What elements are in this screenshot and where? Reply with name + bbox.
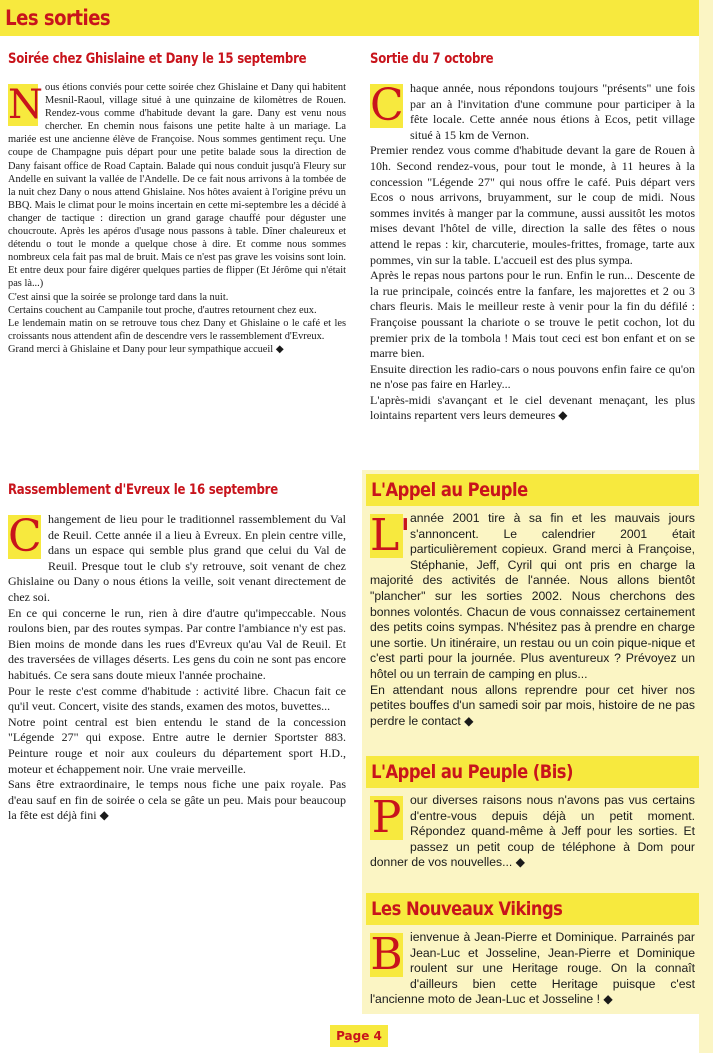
paragraph: haque année, nous répondons toujours "présents" une fois par an à l'invitation d'une commune pour participer à la fête locale. Cette année nous étions à Ecos, petit village situé à 15 km de Vernon. <box>410 81 695 142</box>
dropcap: P <box>371 792 402 843</box>
paragraph: année 2001 tire à sa fin et les mauvais jours s'annoncent. Le calendrier 2001 était particulièrement copieux. Grand merci à Françoise, Stéphanie, Jeff, Cyril qui ont pris en charge la majorité des activités de l'année. Nous allons bientôt "plancher" sur les sorties 2002. Nous cherchons des bonnes volontés. Chacun de vous connaissez certainement des petits coins sympas. N'hésitez pas à prendre en charge une sortie. Un itinéraire, un restau ou un coin pique-nique et c'est parti pour la journée. Plus aventureux ? Prévoyez un hôtel ou un terrain de camping en plus... <box>370 511 695 681</box>
dropcap: C <box>370 80 404 131</box>
paragraph: hangement de lieu pour le traditionnel rassemblement du Val de Reuil. Cette année il a lieu à Evreux. En plein centre ville, dans un espace qui semble plus grand que celui du Val de Reuil. Presque tout le club s'y retrouve, soit venant de chez Ghislaine ou Dany o nous étions la veille, soit venant directement de chez soi. <box>8 512 346 604</box>
paragraph: Ensuite direction les radio-cars o nous pouvons enfin faire ce qu'on ne n'ose pas faire en Harley... <box>370 361 695 392</box>
section-title: Les Nouveaux Vikings <box>371 898 563 920</box>
article-vikings <box>370 930 695 1008</box>
page-number: Page 4 <box>330 1025 388 1047</box>
paragraph: Certains couchent au Campanile tout proche, d'autres retournent chez eux. <box>8 304 317 316</box>
dropcap: L' <box>370 510 412 561</box>
paragraph: C'est ainsi que la soirée se prolonge tard dans la nuit. <box>8 291 229 303</box>
article-title-soiree: Soirée chez Ghislaine et Dany le 15 septembre <box>8 51 307 67</box>
article-appel <box>370 511 695 729</box>
paragraph: Après le repas nous partons pour le run. Enfin le run... Descente de la rue principale, coincés entre la fanfare, les majorettes et 2 ou 3 chars fleuris. Mais le meilleur reste à venir pour la fin du défilé : Françoise poussant la chariote o se trouve le petit cochon, lot du premier prix de la tombola ! Mais tout ceci est bon enfant et on se marre bien. <box>370 268 695 361</box>
section-title: L'Appel au Peuple (Bis) <box>371 761 573 783</box>
section-header-appel-bis <box>366 756 699 788</box>
paragraph: L'après-midi s'avançant et le ciel devenant menaçant, les plus lointains repartent vers leurs demeures ◆ <box>370 392 695 423</box>
paragraph: Pour le reste c'est comme d'habitude : activité libre. Chacun fait ce qu'il veut. Concert, visite des stands, examen des motos, buvettes... <box>8 683 346 714</box>
paragraph: ienvenue à Jean-Pierre et Dominique. Parrainés par Jean-Luc et Josseline, Jean-Pierre et Dominique roulent sur une Heritage rouge. On la connaît d'ailleurs bien cette Heritage puisque c'est l'ancienne moto de Jean-Luc et Josseline ! ◆ <box>370 930 695 1007</box>
right-margin-strip <box>699 0 713 1053</box>
paragraph: Le lendemain matin on se retrouve tous chez Dany et Ghislaine o le café et les croissants nous attendent afin de descendre vers le rassemblement d'Evreux. <box>8 317 346 342</box>
paragraph: En ce qui concerne le run, rien à dire d'autre qu'impeccable. Nous roulons bien, par des routes sympas. Par contre l'ambiance n'y est pas. Bien moins de monde dans les rues d'Evreux qu'au Val de Reuil. Et des traversées de villages déserts. Les gens du coin ne sont pas encore habitués. Ce sera sans doute mieux l'année prochaine. <box>8 605 346 682</box>
dropcap: B <box>370 929 403 980</box>
dropcap: C <box>8 511 42 562</box>
paragraph: Premier rendez vous comme d'habitude devant la gare de Rouen à 10h. Second rendez-vous, pour tout le monde, à 11 heures à la concession "Légende 27" qui nous offre le café. Puis départ vers Ecos o nous arrivons, bruyamment, sur le coup de midi. Nous sommes invités à manger par la commune, aussi aussitôt les motos mises devant l'hôtel de ville, direction la salle des fêtes o nous attend le repas : kir, charcuterie, moules-frittes, fromage, tarte aux pommes, vin sur la table. L'accueil est des plus sympa. <box>370 143 695 267</box>
article-soiree <box>8 81 346 356</box>
section-title: L'Appel au Peuple <box>371 479 528 501</box>
article-sortie <box>370 81 695 424</box>
paragraph: our diverses raisons nous n'avons pas vus certains d'entre-vous depuis déjà un petit moment. Répondez quand-même à Jeff pour les sorties. Et passez un petit coup de téléphone à Dom pour donner de vos nouvelles... ◆ <box>370 793 695 870</box>
article-title-rassemblement: Rassemblement d'Evreux le 16 septembre <box>8 482 278 498</box>
article-rassemblement <box>8 512 346 824</box>
article-appel-bis <box>370 793 695 871</box>
paragraph: Sans être extraordinaire, le temps nous fiche une paix royale. Pas d'eau sauf en fin de soirée o cela se gâte un peu. Mais pour beaucoup la fête est déjà fini ◆ <box>8 777 346 823</box>
paragraph: Notre point central est bien entendu le stand de la concession "Légende 27" qui expose. Entre autre le dernier Sportster 883. Peinture rouge et noir aux couleurs du département sport H.D., moteur et échappement noir. Une vraie merveille. <box>8 714 346 776</box>
page-header-title: Les sorties <box>5 6 111 30</box>
article-title-sortie: Sortie du 7 octobre <box>370 51 494 67</box>
section-header-appel <box>366 474 699 506</box>
paragraph: ous étions conviés pour cette soirée chez Ghislaine et Dany qui habitent Mesnil-Raoul, village situé à une quinzaine de kilomètres de Rouen. Rendez-vous comme d'habitude devant la gare. Dany est venu nous chercher. En chemin nous faisons une petite halte à un mariage. La mariée est une ancienne élève de Françoise. Nous sommes gentiment reçu. Une coupe de Champagne puis départ pour une petite balade sous la direction de Dany faisant office de Road Captain. Balade qui nous conduit jusqu'à Fleury sur Andelle en suivant la vallée de l'Andelle. De ce fait nous arrivons à la tombée de la nuit chez Dany o nous attend Ghislaine. Nos hôtes avaient à l'origine prévu un BBQ. Mais le climat pour le moins incertain en cette mi-septembre les a décidé à changer de tactique : direction un grand garage chauffé pour déguster une choucroute. Après les apéros d'usage nous passons à table. Dîner chaleureux et détendu o tout le monde a quelque chose à dire. Et comme nous sommes nombreux cela fait pas mal de bruit. Mais ce n'est pas grave les voisins sont loin. Et entre deux pour faire digérer quelques parties de flipper (Et Jérôme qui n'était pas là...) <box>8 82 346 290</box>
paragraph: Grand merci à Ghislaine et Dany pour leur sympathique accueil ◆ <box>8 343 284 355</box>
paragraph: En attendant nous allons reprendre pour cet hiver nos petites bouffes d'un samedi soir par mois, histoire de ne pas perdre le contact ◆ <box>370 682 695 728</box>
section-header-vikings <box>366 893 699 925</box>
page-header <box>0 0 699 36</box>
dropcap: N <box>8 82 43 128</box>
